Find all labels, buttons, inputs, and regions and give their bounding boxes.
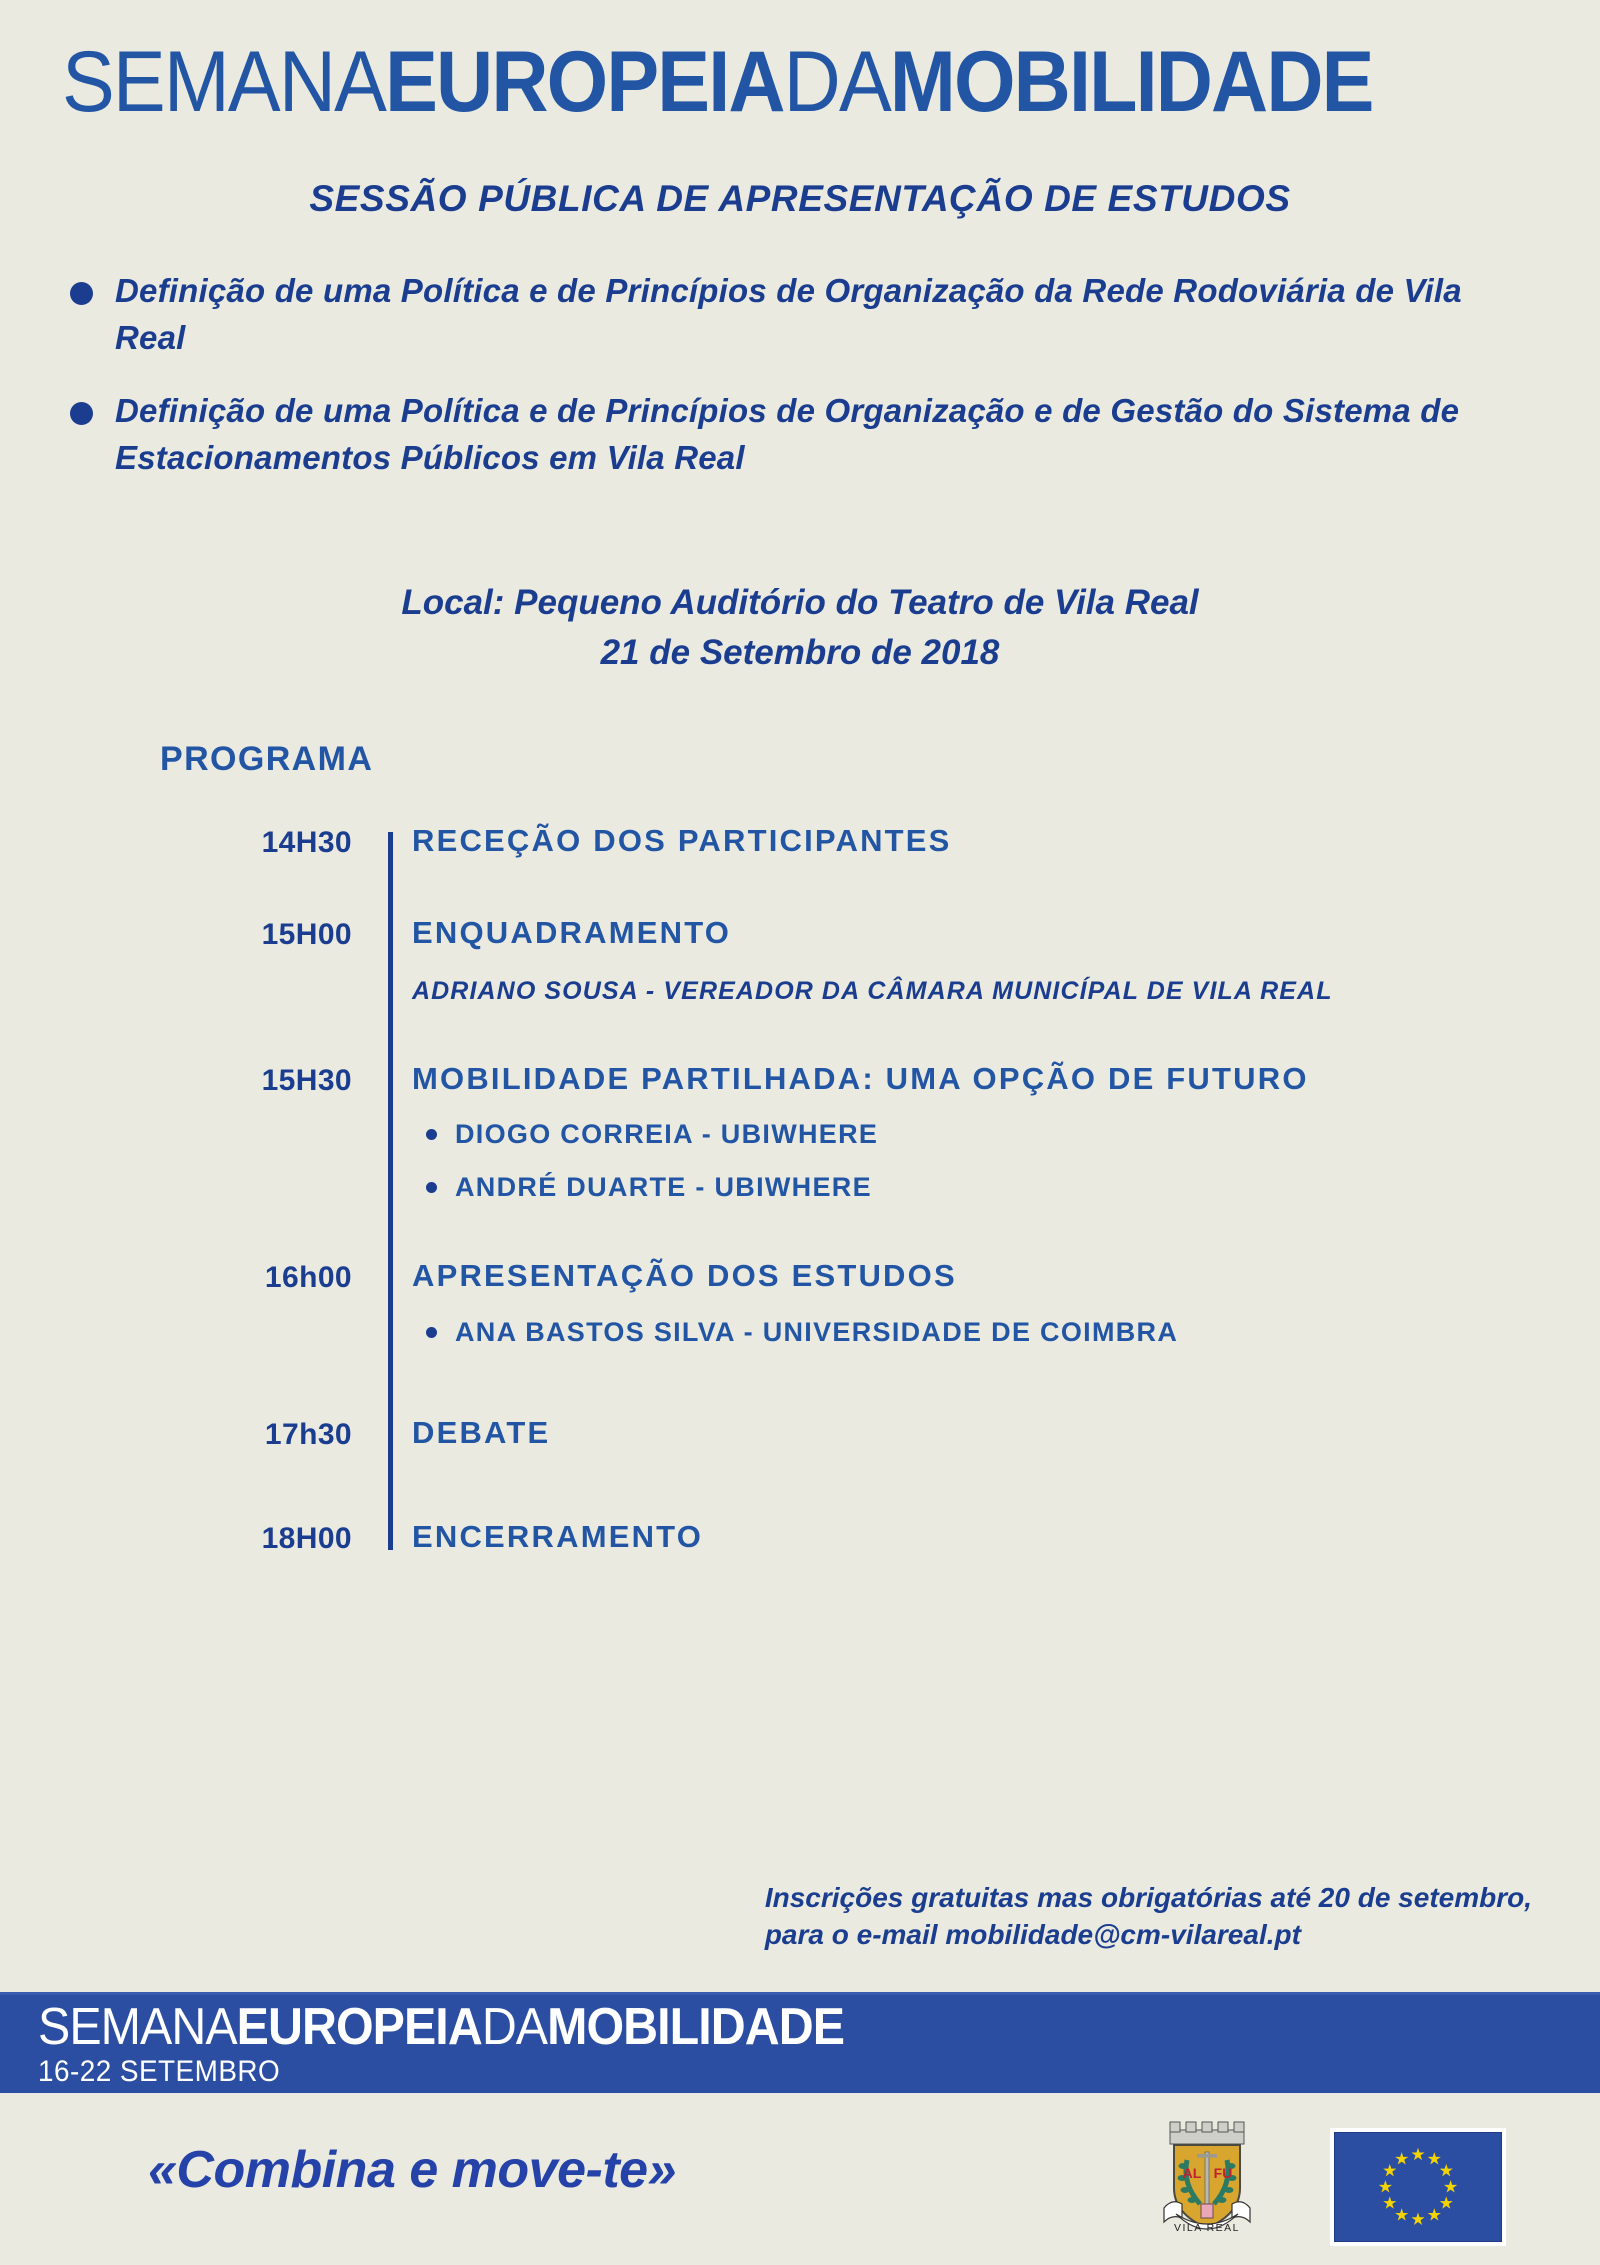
band-part-semana: SEMANA: [38, 1998, 237, 2056]
speaker-list: [412, 1119, 1530, 1203]
schedule-time: 15H00: [261, 918, 352, 951]
schedule-row: [130, 1257, 1530, 1347]
schedule-body: [370, 822, 1530, 859]
session-subtitle: SESSÃO PÚBLICA DE APRESENTAÇÃO DE ESTUDOS: [309, 178, 1291, 219]
speaker-name: DIOGO CORREIA - UBIWHERE: [455, 1119, 879, 1150]
schedule-speaker: ADRIANO SOUSA - VEREADOR DA CÂMARA MUNICÍPAL DE VILA REAL: [412, 977, 1333, 1006]
list-item: [70, 388, 1540, 482]
crest-motto: VILA REAL: [1173, 2222, 1241, 2234]
list-item: [412, 1317, 1530, 1348]
eu-star-icon: [1395, 2208, 1408, 2220]
bullet-dot-icon: [426, 1129, 437, 1140]
schedule-row: [130, 914, 1530, 1006]
schedule-title: APRESENTAÇÃO DOS ESTUDOS: [412, 1258, 957, 1294]
schedule-body: [370, 1518, 1530, 1555]
schedule-row: [130, 1414, 1530, 1452]
list-item: [70, 268, 1540, 362]
schedule-title: RECEÇÃO DOS PARTICIPANTES: [412, 823, 952, 858]
band-logo-text: [38, 1998, 845, 2056]
schedule-body: [370, 1060, 1530, 1203]
schedule-body: [370, 1414, 1530, 1451]
bullet-dot-icon: [426, 1182, 437, 1193]
masthead-part-mobilidade: MOBILIDADE: [889, 34, 1373, 130]
speaker-name: ANA BASTOS SILVA - UNIVERSIDADE DE COIMBRA: [455, 1316, 1179, 1347]
registration-line-2: para o e-mail mobilidade@cm-vilareal.pt: [764, 1918, 1301, 1950]
programa-heading: PROGRAMA: [160, 740, 374, 778]
registration-line-1: Inscrições gratuitas mas obrigatórias até 20 de setembro,: [764, 1882, 1532, 1913]
venue-block: [0, 578, 1600, 677]
eu-star-icon: [1411, 2148, 1424, 2160]
schedule-body: [370, 914, 1530, 1006]
eu-star-icon: [1379, 2180, 1392, 2192]
speaker-name: ANDRÉ DUARTE - UBIWHERE: [455, 1172, 872, 1203]
registration-note: [765, 1880, 1532, 1954]
masthead-logo-text: [62, 34, 1373, 130]
study-list: [70, 268, 1540, 507]
european-union-flag-icon: [1330, 2128, 1506, 2246]
speaker-list: [412, 1317, 1530, 1348]
masthead-part-europeia: EUROPEIA: [385, 34, 784, 130]
eu-star-icon: [1440, 2196, 1453, 2208]
schedule-title: ENQUADRAMENTO: [412, 915, 732, 950]
vila-real-coat-of-arms-icon: [1152, 2118, 1262, 2246]
schedule-time: 15H30: [261, 1064, 352, 1098]
bullet-dot-icon: [70, 402, 93, 425]
bullet-dot-icon: [426, 1327, 437, 1338]
band-dates: 16-22 SETEMBRO: [38, 2055, 281, 2088]
schedule-time: 14H30: [261, 826, 352, 859]
schedule-title: ENCERRAMENTO: [412, 1518, 704, 1554]
schedule-title: DEBATE: [412, 1414, 551, 1450]
eu-star-icon: [1440, 2164, 1453, 2176]
schedule-time: 16h00: [264, 1261, 352, 1295]
campaign-slogan: «Combina e move-te»: [148, 2141, 676, 2199]
eu-star-icon: [1395, 2152, 1408, 2164]
masthead-part-da: DA: [783, 34, 890, 130]
schedule-time: 17h30: [264, 1417, 352, 1451]
eu-star-icon: [1383, 2196, 1396, 2208]
list-item: [412, 1172, 1530, 1203]
study-title-1: Definição de uma Política e de Princípios de Organização da Rede Rodoviária de Vila Real: [115, 272, 1462, 356]
masthead-logo: [62, 32, 1542, 132]
eu-flag-field: [1334, 2132, 1502, 2242]
footer-band: [0, 1992, 1600, 2093]
schedule-time: 18H00: [261, 1521, 352, 1555]
study-title-2: Definição de uma Política e de Princípios de Organização e de Gestão do Sistema de Estacionamentos Públicos em Vila Real: [115, 391, 1460, 476]
svg-text:AL: AL: [1182, 2165, 1202, 2181]
event-date: 21 de Setembro de 2018: [600, 632, 1000, 672]
band-part-mobilidade: MOBILIDADE: [547, 1998, 845, 2056]
eu-star-icon: [1383, 2164, 1396, 2176]
schedule-body: [370, 1257, 1530, 1347]
schedule-row: [130, 1060, 1530, 1203]
svg-text:FU: FU: [1213, 2165, 1233, 2181]
programa-schedule: [130, 822, 1530, 1564]
venue-line: Local: Pequeno Auditório do Teatro de Vila Real: [401, 583, 1199, 622]
eu-star-icon: [1411, 2213, 1424, 2225]
eu-star-icon: [1444, 2180, 1457, 2192]
band-part-europeia: EUROPEIA: [236, 1998, 482, 2056]
list-item: [412, 1119, 1530, 1150]
bullet-dot-icon: [70, 282, 93, 305]
schedule-row: [130, 822, 1530, 860]
eu-star-icon: [1428, 2152, 1441, 2164]
band-part-da: DA: [481, 1998, 548, 2056]
schedule-title: MOBILIDADE PARTILHADA: UMA OPÇÃO DE FUTURO: [412, 1061, 1309, 1097]
schedule-row: [130, 1518, 1530, 1556]
eu-star-icon: [1428, 2208, 1441, 2220]
masthead-part-semana: SEMANA: [62, 34, 386, 130]
